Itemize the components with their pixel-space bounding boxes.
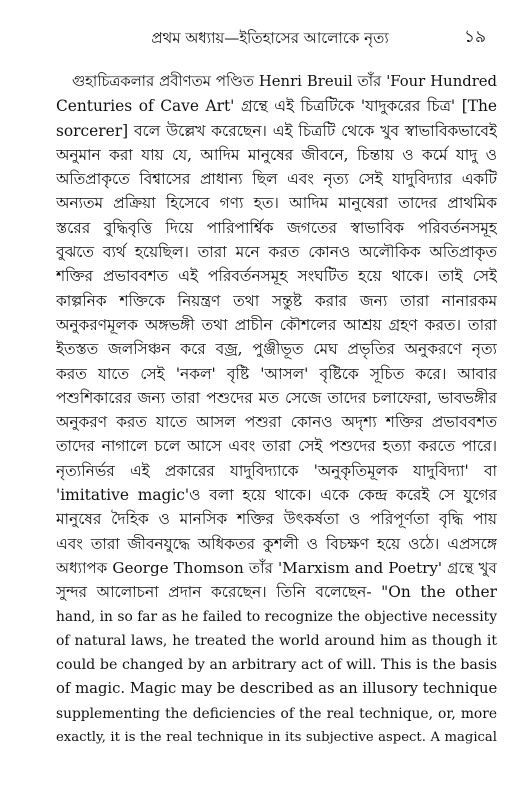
running-header-title: প্রথম অধ্যায়—ইতিহাসের আলোকে নৃত্য <box>151 29 389 47</box>
text-line: exactly, it is the real technique in its subjective aspect. A magical <box>56 730 497 746</box>
text-line: মানুষের দৈহিক ও মানসিক শক্তির উৎকর্ষতা ও পরিপূর্ণতা বৃদ্ধি পায় <box>56 510 497 529</box>
text-line: Centuries of Cave Art' গ্রন্থে এই চিত্রটিকে 'যাদুকরের চিত্র' [The <box>56 97 497 116</box>
text-line: could be changed by an arbitrary act of will. This is the basis <box>56 657 497 674</box>
text-line: অতিপ্রাকৃতে বিশ্বাসের প্রাধান্য ছিল এবং নৃত্য সেই যাদুবিদ্যার একটি <box>56 170 497 189</box>
text-line: of natural laws, he treated the world around him as though it <box>56 632 497 649</box>
text-line: ইতস্তত জলসিঞ্চন করে বজ্র, পুঞ্জীভূত মেঘ প্রভৃতির অনুকরণে নৃত্য <box>56 340 497 359</box>
text-line: নৃত্যনির্ভর এই প্রকারের যাদুবিদ্যাকে 'অনুকৃতিমূলক যাদুবিদ্যা' বা <box>56 461 497 480</box>
page-number: ১৯ <box>463 27 486 47</box>
text-line: supplementing the deficiencies of the real technique, or, more <box>56 705 497 722</box>
text-line: অন্যতম প্রক্রিয়া হিসেবে গণ্য হত। আদিম মানুষেরা তাদের প্রাথমিক <box>56 194 497 213</box>
text-line: পশুশিকারের জন্য তারা পশুদের মত সেজে তাদের চলাফেরা, ভাবভঙ্গীর <box>56 388 497 407</box>
text-line: অনুকরণমূলক অঙ্গভঙ্গী তথা প্রাচীন কৌশলের আশ্রয় গ্রহণ করত। তারা <box>56 315 497 334</box>
text-line: অধ্যাপক George Thomson তাঁর 'Marxism and Poetry' গ্রন্থে খুব <box>56 558 497 577</box>
text-line: কাল্পনিক শক্তিকে নিয়ন্ত্রণ তথা সন্তুষ্ট করার জন্য তারা নানারকম <box>56 291 497 310</box>
text-line: অনুকরণ করত যাতে আসল পশুরা কোনও অদৃশ্য শক্তির প্রভাববশত <box>56 413 497 432</box>
text-line: করত যাতে সেই 'নকল' বৃষ্টি 'আসল' বৃষ্টিকে সূচিত করে। আবার <box>56 364 497 383</box>
text-line: hand, in so far as he failed to recognize the objective necessity <box>56 608 497 625</box>
text-line: sorcerer] বলে উল্লেখ করেছেন। এই চিত্রটি থেকে খুব স্বাভাবিকভাবেই <box>56 121 497 140</box>
text-line: তাদের নাগালে চলে আসে এবং তারা সেই পশুদের হত্যা করতে পারে। <box>56 437 497 456</box>
body-paragraph <box>56 70 497 750</box>
text-line: গুহাচিত্রকলার প্রবীণতম পণ্ডিত Henri Breuil তাঁর 'Four Hundred <box>72 73 497 90</box>
text-line: সুন্দর আলোচনা প্রদান করেছেন। তিনি বলেছেন- "On the other <box>56 583 497 602</box>
text-line: স্তরের বুদ্ধিবৃত্তি দিয়ে পারিপার্শ্বিক জগতের স্বাভাবিক পরিবর্তনসমূহ <box>56 218 497 237</box>
text-line: বুঝতে ব্যর্থ হয়েছিল। তারা মনে করত কোনও অলৌকিক অতিপ্রাকৃত <box>56 243 497 262</box>
text-line: শক্তির প্রভাববশত এই পরিবর্তনসমূহ সংঘটিত হয়ে থাকে। তাই সেই <box>56 267 497 286</box>
text-line: of magic. Magic may be described as an illusory technique <box>56 680 497 698</box>
text-line: এবং তারা জীবনযুদ্ধে অধিকতর কুশলী ও বিচক্ষণ হয়ে ওঠে। এপ্রসঙ্গে <box>56 534 497 553</box>
text-line: অনুমান করা যায় যে, আদিম মানুষের জীবনে, চিন্তায় ও কর্মে যাদু ও <box>56 145 497 164</box>
text-line: 'imitative magic'ও বলা হয়ে থাকে। একে কেন্দ্র করেই সে যুগের <box>56 486 497 505</box>
